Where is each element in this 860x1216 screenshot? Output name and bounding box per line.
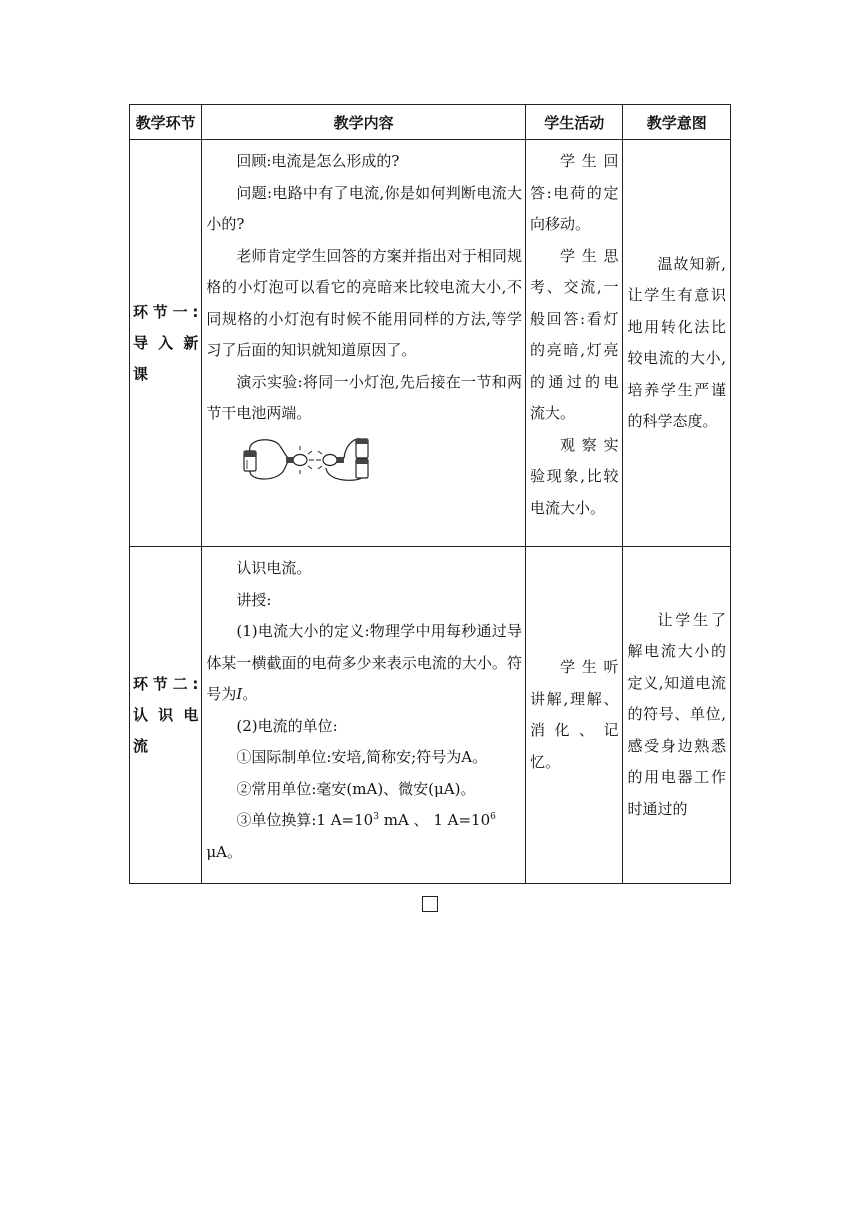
stage-label-line: 导入新	[133, 333, 199, 352]
table-row	[130, 140, 731, 547]
activity-paragraph: 观察实验现象,比较电流大小。	[529, 435, 619, 517]
content-paragraph: 老师肯定学生回答的方案并指出对于相同规格的小灯泡可以看它的亮暗来比较电流大小,不同规格的小灯泡有时候不能用同样的方法,等学习了后面的知识就知道原因了。	[206, 246, 522, 359]
content-paragraph: 认识电流。	[236, 559, 312, 577]
content-paragraph: (2)电流的单位:	[236, 716, 338, 735]
content-paragraph: 讲授:	[236, 590, 272, 609]
current-symbol: I	[236, 685, 243, 703]
intent-cell-1	[623, 140, 731, 547]
conversion-text: mA 、 1 A=10	[378, 811, 491, 829]
activity-paragraph: 学生回答:电荷的定向移动。	[529, 152, 619, 233]
circuit-icon	[236, 436, 376, 482]
table-header-row	[130, 105, 731, 140]
content-paragraph: ①国际制单位:安培,简称安;符号为A。	[236, 748, 488, 766]
activity-cell-2	[525, 547, 622, 884]
square-icon	[422, 896, 438, 912]
stage-cell-2	[130, 547, 202, 884]
header-activity: 学生活动	[525, 105, 622, 140]
stage-label-line: 认识电	[133, 705, 199, 724]
content-cell-2	[202, 547, 526, 884]
content-paragraph: ②常用单位:毫安(mA)、微安(μA)。	[236, 779, 476, 798]
content-paragraph: 演示实验:将同一小灯泡,先后接在一节和两节干电池两端。	[206, 372, 522, 422]
stage-label-line: 课	[133, 364, 149, 383]
activity-cell-1	[525, 140, 622, 547]
circuit-bulb-battery-figure	[206, 436, 522, 482]
stage-cell-1	[130, 140, 202, 547]
stage-label-line: 环节二:	[133, 674, 199, 693]
exponent: 3	[373, 812, 379, 822]
content-paragraph	[206, 616, 522, 711]
intent-paragraph: 让学生了解电流大小的定义,知道电流的符号、单位,感受身边熟悉的用电器工作时通过的	[627, 610, 726, 818]
exponent: 6	[490, 812, 496, 822]
intent-cell-2	[623, 547, 731, 884]
header-intent: 教学意图	[623, 105, 731, 140]
content-paragraph: 回顾:电流是怎么形成的?	[236, 152, 400, 170]
lesson-plan-table	[129, 104, 731, 884]
conversion-text: ③单位换算:1 A=10	[236, 811, 374, 829]
definition-text: (1)电流大小的定义:物理学中用每秒通过导体某一横截面的电荷多少来表示电流的大小。符号为	[206, 622, 522, 703]
content-paragraph: 问题:电路中有了电流,你是如何判断电流大小的?	[206, 183, 522, 233]
intent-paragraph: 温故知新,让学生有意识地用转化法比较电流的大小,培养学生严谨的科学态度。	[627, 254, 726, 430]
content-cell-1	[202, 140, 526, 547]
table-row	[130, 547, 731, 884]
header-content: 教学内容	[202, 105, 526, 140]
definition-end: 。	[242, 685, 258, 703]
activity-paragraph: 学生听讲解,理解、消化、记忆。	[529, 658, 619, 771]
content-paragraph: μA。	[206, 842, 242, 861]
activity-paragraph: 学生思考、交流,一般回答:看灯的亮暗,灯亮的通过的电流大。	[529, 246, 619, 422]
header-stage: 教学环节	[130, 105, 202, 140]
content-paragraph	[206, 805, 522, 837]
stage-label-line: 流	[133, 736, 149, 755]
stage-label-line: 环节一:	[133, 302, 199, 321]
